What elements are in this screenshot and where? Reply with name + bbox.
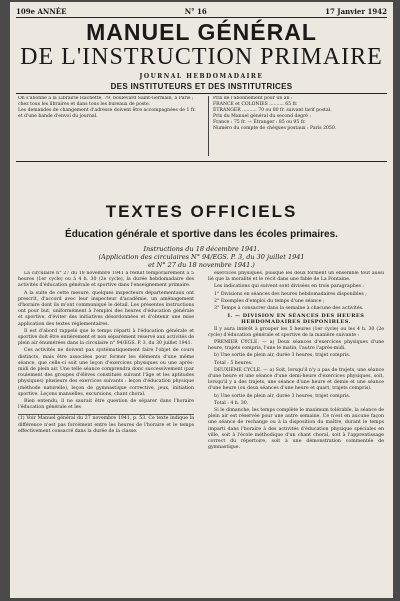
masthead-line-1: MANUEL GÉNÉRAL: [86, 19, 317, 45]
application-line-2: et N° 27 du 18 novembre 1941.): [148, 261, 255, 269]
section-title: TEXTES OFFICIELS: [105, 202, 298, 221]
paragraph: Les indications qui suivent sont divisées en trois paragraphes :: [214, 284, 364, 290]
masthead-line-4: DES INSTITUTEURS ET DES INSTITUTRICES: [110, 82, 293, 91]
article-title: Éducation générale et sportive dans les écoles primaires.: [65, 229, 338, 240]
paragraph: Si le dimanche, les temps complète le maximum tolérable, la séance de plein air est réservée pour une autre semaine. Ce n'est en aucune façon une séance de rechange ou à la disposition du maître, durant le temps imparti dans l'horaire à des activités d'éducation physique spéciales en ville, soit à l'école méthodique d'un chant choral, soit à l'apprentissage correct du répertoire, soit à une démonstration commentée de gymnastique.: [208, 408, 384, 451]
masthead-line-2: DE L'INSTRUCTION PRIMAIRE: [20, 44, 383, 70]
paragraph: La circulaire n° 27 du 18 novembre 1941 a réduit temporairement à 5 heures (1er cycle) ou à 4 h. 30 (2e cycle), la durée hebdomadaire des activités d'éducation générale et sportive dans l'enseignement primaire.: [18, 271, 194, 289]
info-right-line: FRANCE et COLONIES .......... 65 fr.: [213, 102, 298, 107]
footnote: (1) Voir Manuel général du 27 novembre 1941, p. 53. Ce texte indique la différence n'est pas forcément entre les heures de l'horaire et le temps effectivement consacré dans la durée de la classe.: [18, 416, 194, 434]
info-right-line: ÉTRANGER .......... 70 ou 80 fr. suivant tarif postal.: [213, 108, 332, 113]
paragraph: Total : 5 heures.: [214, 360, 253, 366]
masthead-divider: [16, 93, 387, 94]
info-left-line: Les demandes de changement d'adresse doivent être accompagnées de 1 fr. et d'une bande d'envoi du journal.: [18, 108, 196, 119]
info-right-line: France : 75 fr. — Étranger : 85 ou 95 fr.: [213, 120, 306, 125]
paragraph: 1° Divisions en séances des heures hebdomadaires disponibles ;: [214, 291, 367, 297]
paragraph: Ces activités ne doivent pas systématiquement faire l'objet de cours distincts, mais être associées pour former les éléments d'une même séance, que celle-ci soit une leçon d'exercices physiques ou une après-midi de plein air. Une telle séance comprendra donc successivement (par roulement des groupes d'élèves constitués suivant l'âge et les aptitudes physiques) plusieurs des exercices suivants : leçon d'éducation physique (méthode naturelle), leçon de gymnastique corrective, jeux, initiation sportive. Leçons manuelles, excursions, chant choral.: [18, 348, 194, 397]
paragraph: b) Une sortie de plein air, durée 3 heures, trajet compris.: [214, 353, 351, 359]
subscription-info-right: [208, 96, 391, 156]
newspaper-page: [10, 2, 393, 598]
paragraph: A la suite de cette mesure, quelques inspecteurs départementaux ont prescrit, d'accord avec leur inspecteur d'académie, un aménagement d'horaire dont ils m'ont communiqué le détail. Les présentes instructions ont pour but, uniformément à l'emploi des heures d'éducation générale et sportive, d'éviter des initiatives désordonnées et d'obtenir une mise application des textes réglementaires.: [18, 290, 194, 327]
paragraph: exercices physiques, puisque les deux forment un ensemble tout aussi lié que la moralité et le récit dans une fable de La Fontaine.: [208, 271, 384, 283]
info-right-line: Prix de l'abonnement pour un an :: [213, 96, 293, 101]
instructions-date: Instructions du 18 décembre 1941.: [143, 245, 260, 253]
paragraph: DEUXIÈME CYCLE. — a) Soit, lorsqu'il n'y a pas de trajets, une séance d'une heure et une séance d'une demi-heure d'exercices physiques, soit, lorsqu'il y a des trajets, une séance d'une heure et demie et une séance d'une heure (ou deux séances d'une heure et quart, trajets compris).: [208, 367, 384, 392]
paragraph: b) Une sortie de plein air, durée 3 heures, trajet compris.: [214, 393, 351, 399]
info-divider: [16, 161, 387, 162]
info-left-line: On s'abonne à la Librairie Hachette, 79, boulevard Saint-Germain, à Paris ; chez tous les libraires et dans tous les bureaux de poste.: [18, 96, 194, 107]
article-column-left: [18, 271, 194, 591]
masthead-line-3: JOURNAL HEBDOMADAIRE: [139, 73, 264, 80]
issue-year: 109e ANNÉE: [16, 6, 67, 16]
info-right-line: Numéro du compte de chèques postaux : Paris 2050.: [213, 126, 337, 131]
issue-date: 17 Janvier 1942: [325, 6, 387, 16]
info-right-line: Prix du Manuel général du second degré :: [213, 114, 312, 119]
subscription-info-left: [18, 96, 198, 156]
subsection-heading: I. — DIVISION EN SÉANCES DES HEURES HEBDOMADAIRES DISPONIBLES.: [227, 313, 365, 326]
paragraph: PREMIER CYCLE. — a) Deux séances d'exercices physiques d'une heure, trajets compris, l'une le matin, l'autre l'après-midi.: [208, 340, 384, 352]
issue-header-bar: [16, 5, 387, 18]
application-line-1: (Application des circulaires N° 94/EGS. P. 3, du 30 juillet 1941: [98, 253, 305, 261]
paragraph: Il est d'abord rappelé que le temps réparti à l'éducation générale et sportive doit être entièrement et non séparément réservé aux activités de plein air énumérées dans la circulaire n° 94/EGS. P. 3, du 30 juillet 1941.: [18, 328, 194, 347]
issue-number: N° 16: [184, 6, 207, 16]
paragraph: Bien entendu, il ne saurait être question de séparer dans l'horaire l'éducation générale et les: [18, 399, 194, 411]
paragraph: 2° Exemples d'emploi du temps d'une séance ;: [214, 298, 325, 304]
paragraph: 3° Temps à consacrer dans la semaine à chacune des activités.: [214, 306, 364, 312]
paragraph: Il y aura intérêt à grouper les 5 heures (1er cycle) ou les 4 h. 30 (2e cycle) d'éducation générale et sportive de la manière suivante :: [208, 326, 384, 338]
article-column-right: [208, 271, 384, 591]
paragraph: Total : 4 h. 30.: [214, 400, 249, 406]
